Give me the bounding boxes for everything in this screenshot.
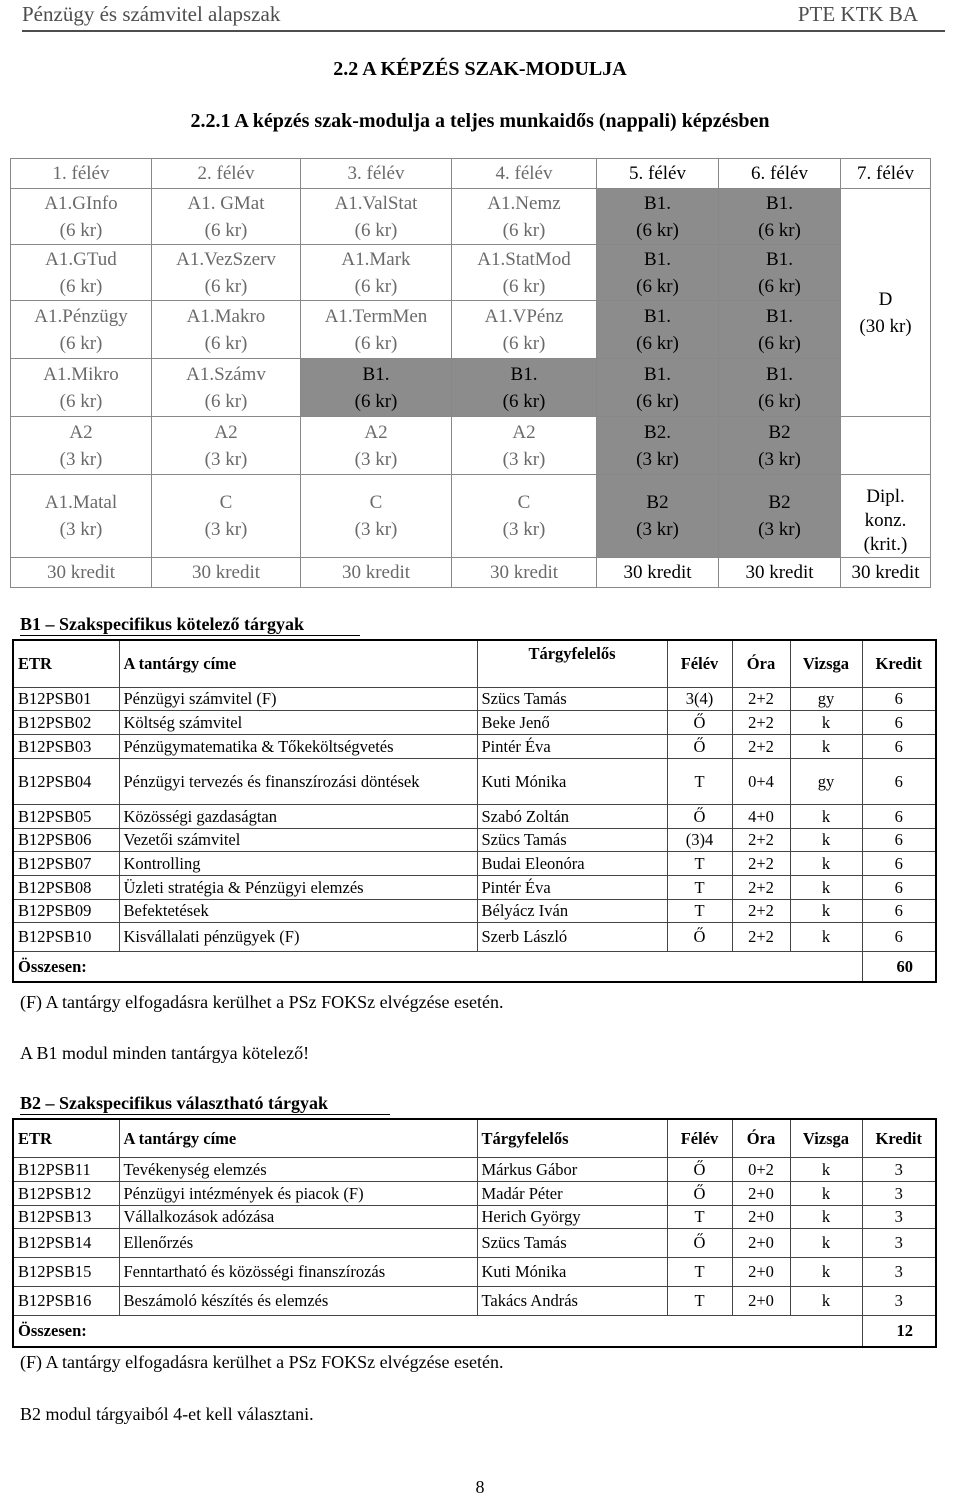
course-title: Fenntartható és közösségi finanszírozás bbox=[119, 1257, 477, 1286]
semester: T bbox=[667, 1286, 732, 1315]
b2-total-row bbox=[13, 1315, 936, 1347]
hours: 2+2 bbox=[732, 875, 790, 899]
responsible: Herich György bbox=[477, 1205, 667, 1228]
etr-code: B12PSB11 bbox=[13, 1157, 119, 1181]
course-title: Beszámoló készítés és elemzés bbox=[119, 1286, 477, 1315]
total-cell: 30 kredit bbox=[719, 558, 841, 588]
semester: Ő bbox=[667, 710, 732, 734]
hours: 2+0 bbox=[732, 1228, 790, 1257]
course-cell: A2 (3 kr) bbox=[452, 417, 597, 475]
hours: 0+2 bbox=[732, 1157, 790, 1181]
exam-type: gy bbox=[790, 687, 862, 710]
responsible: Takács András bbox=[477, 1286, 667, 1315]
col-resp: Tárgyfelelős bbox=[477, 1119, 667, 1157]
etr-code: B12PSB02 bbox=[13, 710, 119, 734]
b1-cell: B1. (6 kr) bbox=[719, 189, 841, 245]
exam-type: k bbox=[790, 1228, 862, 1257]
course-cell: A1.Pénzügy (6 kr) bbox=[11, 301, 152, 359]
total-label: Összesen: bbox=[13, 1315, 862, 1347]
grid-row bbox=[11, 301, 931, 359]
credit: 3 bbox=[862, 1286, 936, 1315]
etr-code: B12PSB16 bbox=[13, 1286, 119, 1315]
semester: Ő bbox=[667, 1157, 732, 1181]
subsection-title: 2.2.1 A képzés szak-modulja a teljes munkaidős (nappali) képzésben bbox=[190, 110, 770, 132]
etr-code: B12PSB09 bbox=[13, 899, 119, 922]
b2-body bbox=[13, 1157, 936, 1315]
header-right: PTE KTK BA bbox=[797, 2, 918, 26]
course-cell: A2 (3 kr) bbox=[301, 417, 452, 475]
col-title: A tantárgy címe bbox=[119, 1119, 477, 1157]
course-cell: A2 (3 kr) bbox=[11, 417, 152, 475]
col-hours: Óra bbox=[732, 1119, 790, 1157]
etr-code: B12PSB05 bbox=[13, 804, 119, 828]
course-title: Pénzügyi intézmények és piacok (F) bbox=[119, 1181, 477, 1205]
etr-code: B12PSB06 bbox=[13, 828, 119, 851]
col-credit: Kredit bbox=[862, 1119, 936, 1157]
table-row bbox=[13, 1205, 936, 1228]
col-exam: Vizsga bbox=[790, 1119, 862, 1157]
exam-type: k bbox=[790, 922, 862, 951]
responsible: Szücs Tamás bbox=[477, 1228, 667, 1257]
dipl-cell: Dipl. konz. (krit.) bbox=[841, 475, 931, 558]
course-cell: A2 (3 kr) bbox=[152, 417, 301, 475]
credit: 3 bbox=[862, 1228, 936, 1257]
b1-table bbox=[12, 639, 937, 983]
etr-code: B12PSB03 bbox=[13, 734, 119, 758]
responsible: Márkus Gábor bbox=[477, 1157, 667, 1181]
header-rule bbox=[22, 30, 945, 32]
col-credit: Kredit bbox=[862, 640, 936, 687]
etr-code: B12PSB13 bbox=[13, 1205, 119, 1228]
credit: 6 bbox=[862, 734, 936, 758]
course-cell: A1.Makro (6 kr) bbox=[152, 301, 301, 359]
responsible: Madár Péter bbox=[477, 1181, 667, 1205]
exam-type: k bbox=[790, 875, 862, 899]
exam-type: k bbox=[790, 1205, 862, 1228]
credit: 3 bbox=[862, 1257, 936, 1286]
d-block-cell: D (30 kr) bbox=[841, 189, 931, 417]
course-cell: C (3 kr) bbox=[152, 475, 301, 558]
b1-title-underline bbox=[20, 635, 360, 636]
blank-cell bbox=[841, 417, 931, 475]
course-cell: A1.GTud (6 kr) bbox=[11, 245, 152, 301]
exam-type: k bbox=[790, 1286, 862, 1315]
b1-cell: B1. (6 kr) bbox=[597, 301, 719, 359]
b2-title: B2 – Szakspecifikus választható tárgyak bbox=[20, 1093, 329, 1113]
b1-cell: B1. (6 kr) bbox=[597, 189, 719, 245]
course-cell: A1.Matal (3 kr) bbox=[11, 475, 152, 558]
hours: 2+2 bbox=[732, 922, 790, 951]
b2-cell: B2 (3 kr) bbox=[597, 475, 719, 558]
course-title: Vállalkozások adózása bbox=[119, 1205, 477, 1228]
b1-cell: B1. (6 kr) bbox=[719, 301, 841, 359]
semester: T bbox=[667, 899, 732, 922]
b2-note-f: (F) A tantárgy elfogadásra kerülhet a PSz FOKSz elvégzése esetén. bbox=[20, 1352, 504, 1372]
course-cell: A1.VPénz (6 kr) bbox=[452, 301, 597, 359]
etr-code: B12PSB10 bbox=[13, 922, 119, 951]
semester: Ő bbox=[667, 922, 732, 951]
exam-type: k bbox=[790, 1257, 862, 1286]
responsible: Pintér Éva bbox=[477, 734, 667, 758]
responsible: Szücs Tamás bbox=[477, 687, 667, 710]
exam-type: k bbox=[790, 1157, 862, 1181]
credit: 6 bbox=[862, 899, 936, 922]
course-title: Pénzügyi számvitel (F) bbox=[119, 687, 477, 710]
course-title: Költség számvitel bbox=[119, 710, 477, 734]
exam-type: k bbox=[790, 851, 862, 875]
semester: T bbox=[667, 851, 732, 875]
grid-row bbox=[11, 359, 931, 417]
b2-table bbox=[12, 1118, 937, 1348]
table-row bbox=[13, 899, 936, 922]
col-hours: Óra bbox=[732, 640, 790, 687]
grid-row bbox=[11, 475, 931, 558]
b2-note: B2 modul tárgyaiból 4-et kell választani. bbox=[20, 1404, 314, 1424]
responsible: Kuti Mónika bbox=[477, 758, 667, 804]
hours: 2+0 bbox=[732, 1181, 790, 1205]
semester: Ő bbox=[667, 734, 732, 758]
b1-total-row bbox=[13, 951, 936, 982]
table-row bbox=[13, 828, 936, 851]
hours: 2+0 bbox=[732, 1257, 790, 1286]
exam-type: gy bbox=[790, 758, 862, 804]
table-row bbox=[13, 1228, 936, 1257]
hours: 2+2 bbox=[732, 734, 790, 758]
hours: 2+2 bbox=[732, 828, 790, 851]
semester-label: 6. félév bbox=[719, 159, 841, 189]
semester-header-row bbox=[11, 159, 931, 189]
table-row bbox=[13, 758, 936, 804]
course-title: Pénzügymatematika & Tőkeköltségvetés bbox=[119, 734, 477, 758]
course-title: Tevékenység elemzés bbox=[119, 1157, 477, 1181]
course-cell: A1.Mark (6 kr) bbox=[301, 245, 452, 301]
total-cell: 30 kredit bbox=[841, 558, 931, 588]
table-row bbox=[13, 1157, 936, 1181]
semester-label: 1. félév bbox=[11, 159, 152, 189]
credit: 6 bbox=[862, 828, 936, 851]
exam-type: k bbox=[790, 828, 862, 851]
total-value: 60 bbox=[862, 951, 936, 982]
totals-row bbox=[11, 558, 931, 588]
b1-cell: B1. (6 kr) bbox=[719, 245, 841, 301]
table-row bbox=[13, 875, 936, 899]
hours: 2+0 bbox=[732, 1286, 790, 1315]
semester: Ő bbox=[667, 1181, 732, 1205]
course-title: Közösségi gazdaságtan bbox=[119, 804, 477, 828]
b1-cell: B1. (6 kr) bbox=[719, 359, 841, 417]
credit: 3 bbox=[862, 1157, 936, 1181]
table-row bbox=[13, 734, 936, 758]
b1-body bbox=[13, 687, 936, 951]
course-cell: A1.ValStat (6 kr) bbox=[301, 189, 452, 245]
b1-cell: B1. (6 kr) bbox=[301, 359, 452, 417]
page-number: 8 bbox=[475, 1477, 485, 1497]
grid-row bbox=[11, 417, 931, 475]
course-cell: A1.VezSzerv (6 kr) bbox=[152, 245, 301, 301]
b1-title: B1 – Szakspecifikus kötelező tárgyak bbox=[20, 614, 305, 634]
credit: 6 bbox=[862, 875, 936, 899]
course-title: Kontrolling bbox=[119, 851, 477, 875]
hours: 2+2 bbox=[732, 899, 790, 922]
hours: 2+0 bbox=[732, 1205, 790, 1228]
course-cell: A1.GInfo (6 kr) bbox=[11, 189, 152, 245]
col-resp: Tárgyfelelős bbox=[477, 640, 667, 687]
course-cell: A1.Mikro (6 kr) bbox=[11, 359, 152, 417]
total-cell: 30 kredit bbox=[152, 558, 301, 588]
responsible: Budai Eleonóra bbox=[477, 851, 667, 875]
table-row bbox=[13, 710, 936, 734]
responsible: Bélyácz Iván bbox=[477, 899, 667, 922]
course-cell: A1.TermMen (6 kr) bbox=[301, 301, 452, 359]
credit: 6 bbox=[862, 710, 936, 734]
col-etr: ETR bbox=[13, 1119, 119, 1157]
table-row bbox=[13, 851, 936, 875]
hours: 0+4 bbox=[732, 758, 790, 804]
table-row bbox=[13, 1181, 936, 1205]
etr-code: B12PSB01 bbox=[13, 687, 119, 710]
semester: T bbox=[667, 758, 732, 804]
col-title: A tantárgy címe bbox=[119, 640, 477, 687]
b2-header-row bbox=[13, 1119, 936, 1157]
section-title: 2.2 A KÉPZÉS SZAK-MODULJA bbox=[333, 58, 627, 80]
total-cell: 30 kredit bbox=[452, 558, 597, 588]
course-title: Ellenőrzés bbox=[119, 1228, 477, 1257]
semester: Ő bbox=[667, 1228, 732, 1257]
b2-title-underline bbox=[20, 1114, 390, 1115]
course-title: Pénzügyi tervezés és finanszírozási döntések bbox=[119, 758, 477, 804]
course-cell: C (3 kr) bbox=[301, 475, 452, 558]
hours: 2+2 bbox=[732, 687, 790, 710]
semester: T bbox=[667, 875, 732, 899]
semester: 3(4) bbox=[667, 687, 732, 710]
b2-cell: B2. (3 kr) bbox=[597, 417, 719, 475]
b1-cell: B1. (6 kr) bbox=[597, 359, 719, 417]
hours: 2+2 bbox=[732, 710, 790, 734]
responsible: Szücs Tamás bbox=[477, 828, 667, 851]
course-title: Üzleti stratégia & Pénzügyi elemzés bbox=[119, 875, 477, 899]
b2-cell: B2 (3 kr) bbox=[719, 475, 841, 558]
etr-code: B12PSB14 bbox=[13, 1228, 119, 1257]
course-cell: A1. GMat (6 kr) bbox=[152, 189, 301, 245]
total-value: 12 bbox=[862, 1315, 936, 1347]
exam-type: k bbox=[790, 734, 862, 758]
etr-code: B12PSB15 bbox=[13, 1257, 119, 1286]
grid-row bbox=[11, 245, 931, 301]
course-title: Befektetések bbox=[119, 899, 477, 922]
credit: 6 bbox=[862, 758, 936, 804]
semester: T bbox=[667, 1257, 732, 1286]
credit: 6 bbox=[862, 922, 936, 951]
credit: 6 bbox=[862, 687, 936, 710]
b1-cell: B1. (6 kr) bbox=[452, 359, 597, 417]
course-title: Vezetői számvitel bbox=[119, 828, 477, 851]
exam-type: k bbox=[790, 804, 862, 828]
hours: 2+2 bbox=[732, 851, 790, 875]
responsible: Szerb László bbox=[477, 922, 667, 951]
semester-label: 4. félév bbox=[452, 159, 597, 189]
table-row bbox=[13, 1257, 936, 1286]
responsible: Pintér Éva bbox=[477, 875, 667, 899]
col-sem: Félév bbox=[667, 1119, 732, 1157]
responsible: Beke Jenő bbox=[477, 710, 667, 734]
col-exam: Vizsga bbox=[790, 640, 862, 687]
course-cell: A1.Számv (6 kr) bbox=[152, 359, 301, 417]
responsible: Kuti Mónika bbox=[477, 1257, 667, 1286]
grid-row bbox=[11, 189, 931, 245]
b1-note: A B1 modul minden tantárgya kötelező! bbox=[20, 1043, 310, 1063]
col-etr: ETR bbox=[13, 640, 119, 687]
table-row bbox=[13, 687, 936, 710]
curriculum-grid bbox=[10, 158, 931, 588]
exam-type: k bbox=[790, 899, 862, 922]
responsible: Szabó Zoltán bbox=[477, 804, 667, 828]
header-left: Pénzügy és számvitel alapszak bbox=[22, 2, 281, 26]
semester-label: 2. félév bbox=[152, 159, 301, 189]
b1-note-f: (F) A tantárgy elfogadásra kerülhet a PSz FOKSz elvégzése esetén. bbox=[20, 992, 504, 1012]
total-label: Összesen: bbox=[13, 951, 862, 982]
course-cell: A1.StatMod (6 kr) bbox=[452, 245, 597, 301]
semester-label: 3. félév bbox=[301, 159, 452, 189]
b1-cell: B1. (6 kr) bbox=[597, 245, 719, 301]
semester-label: 5. félév bbox=[597, 159, 719, 189]
semester: (3)4 bbox=[667, 828, 732, 851]
col-sem: Félév bbox=[667, 640, 732, 687]
course-cell: A1.Nemz (6 kr) bbox=[452, 189, 597, 245]
etr-code: B12PSB07 bbox=[13, 851, 119, 875]
total-cell: 30 kredit bbox=[11, 558, 152, 588]
table-row bbox=[13, 804, 936, 828]
etr-code: B12PSB08 bbox=[13, 875, 119, 899]
table-row bbox=[13, 922, 936, 951]
total-cell: 30 kredit bbox=[597, 558, 719, 588]
exam-type: k bbox=[790, 1181, 862, 1205]
exam-type: k bbox=[790, 710, 862, 734]
etr-code: B12PSB12 bbox=[13, 1181, 119, 1205]
course-title: Kisvállalati pénzügyek (F) bbox=[119, 922, 477, 951]
hours: 4+0 bbox=[732, 804, 790, 828]
semester: T bbox=[667, 1205, 732, 1228]
credit: 3 bbox=[862, 1181, 936, 1205]
credit: 6 bbox=[862, 804, 936, 828]
credit: 3 bbox=[862, 1205, 936, 1228]
semester-label: 7. félév bbox=[841, 159, 931, 189]
etr-code: B12PSB04 bbox=[13, 758, 119, 804]
total-cell: 30 kredit bbox=[301, 558, 452, 588]
b1-header-row bbox=[13, 640, 936, 687]
semester: Ő bbox=[667, 804, 732, 828]
b2-cell: B2 (3 kr) bbox=[719, 417, 841, 475]
course-cell: C (3 kr) bbox=[452, 475, 597, 558]
table-row bbox=[13, 1286, 936, 1315]
credit: 6 bbox=[862, 851, 936, 875]
